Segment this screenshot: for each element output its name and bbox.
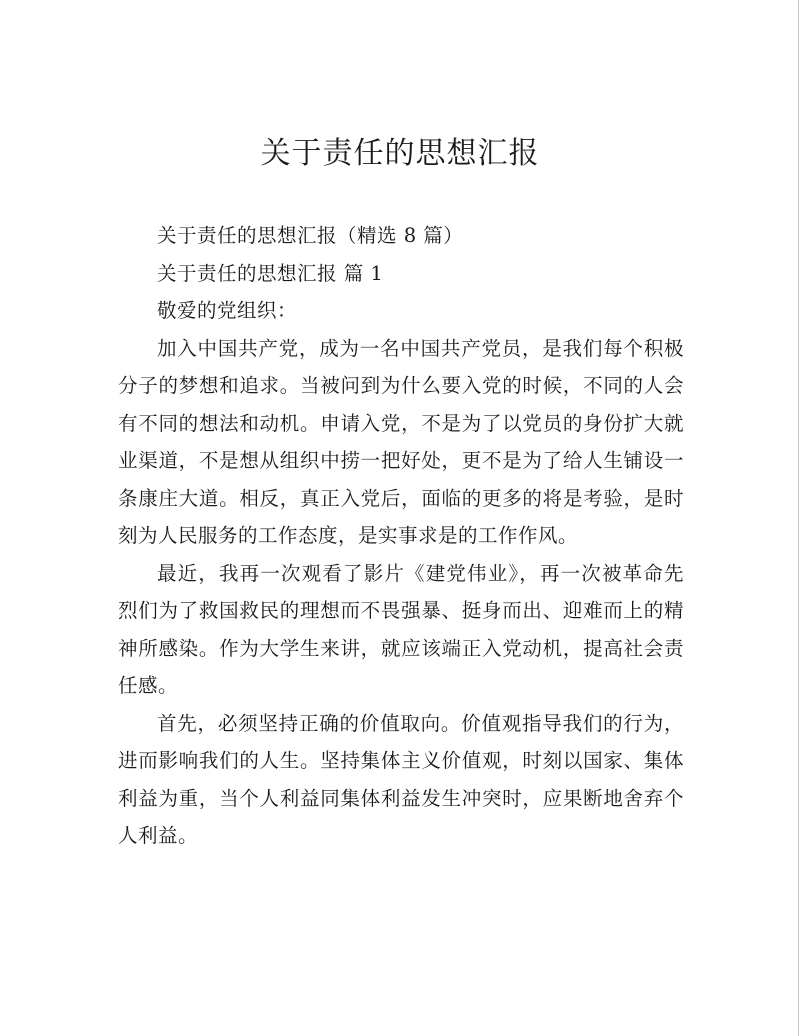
- paragraph-section-heading: 关于责任的思想汇报 篇 1: [157, 261, 384, 285]
- document-body: [118, 217, 684, 855]
- paragraph: 最近，我再一次观看了影片《建党伟业》，再一次被革命先烈们为了救国救民的理想而不畏强暴、挺身而出、迎难而上的精神所感染。作为大学生来讲，就应该端正入党动机，提高社会责任感。: [118, 561, 684, 697]
- paragraph: 加入中国共产党，成为一名中国共产党员，是我们每个积极分子的梦想和追求。当被问到为什么要入党的时候，不同的人会有不同的想法和动机。申请入党，不是为了以党员的身份扩大就业渠道，不是想从组织中捞一把好处，更不是为了给人生铺设一条康庄大道。相反，真正入党后，面临的更多的将是考验，是时刻为人民服务的工作态度，是实事求是的工作作风。: [118, 336, 684, 547]
- paragraph: 首先，必须坚持正确的价值取向。价值观指导我们的行为，进而影响我们的人生。坚持集体主义价值观，时刻以国家、集体利益为重，当个人利益同集体利益发生冲突时，应果断地舍弃个人利益。: [118, 711, 684, 847]
- paragraph-salutation: 敬爱的党组织：: [157, 299, 298, 322]
- document-title: 关于责任的思想汇报: [260, 136, 540, 171]
- paragraph-subtitle: 关于责任的思想汇报（精选 8 篇）: [157, 224, 464, 247]
